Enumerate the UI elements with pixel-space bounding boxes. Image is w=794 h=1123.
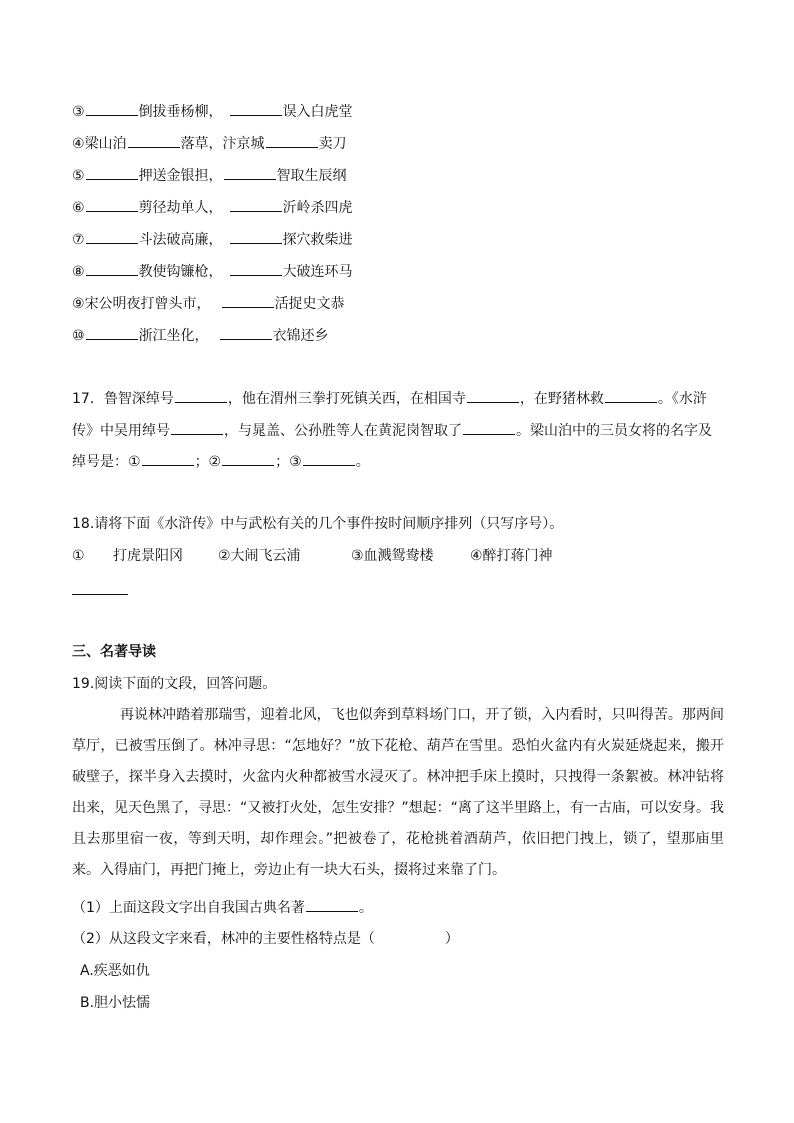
q19-sub1 — [72, 897, 373, 918]
item-text: 活捉史文恭 — [274, 296, 345, 312]
item-text: 梁山泊 — [84, 136, 127, 152]
item-text: 押送金银担， — [138, 168, 223, 184]
match-item-6 — [72, 197, 353, 218]
answer-blank[interactable] — [463, 420, 515, 435]
answer-blank[interactable] — [222, 451, 274, 466]
item-number: ⑥ — [72, 200, 85, 216]
q17-text: 。梁山泊中的三员女将的名字及 — [516, 423, 712, 439]
match-item-3 — [72, 101, 353, 122]
item-text: 教使钩镰枪， — [138, 264, 223, 280]
item-number: ⑤ — [72, 168, 85, 184]
answer-blank[interactable] — [86, 325, 138, 340]
match-item-8 — [72, 261, 353, 282]
answer-blank[interactable] — [175, 388, 227, 403]
q17-text: 17．鲁智深绰号 — [72, 391, 174, 407]
answer-blank[interactable] — [605, 388, 657, 403]
answer-blank[interactable] — [86, 165, 138, 180]
item-text: 沂岭杀四虎 — [282, 200, 353, 216]
reading-passage: 再说林冲踏着那瑞雪，迎着北风，飞也似奔到草料场门口，开了锁，入内看时，只叫得苦。那两间草厅，已被雪压倒了。林冲寻思：“怎地好？”放下花枪、葫芦在雪里。恐怕火盆内有火炭延烧起来，搬开破壁子，探半身入去摸时，火盆内火种都被雪水浸灭了。林冲把手床上摸时，只拽得一条絮被。林冲钻将出来，见天色黑了，寻思：“又被打火处，怎生安排？”想起：“离了这半里路上，有一古庙，可以安身。我且去那里宿一夜，等到天明，却作理会。”把被卷了，花枪挑着酒葫芦，依旧把门拽上，锁了，望那庙里来。入得庙门，再把门掩上，旁边止有一块大石头，掇将过来靠了门。 — [72, 707, 724, 878]
match-item-4 — [72, 133, 347, 154]
answer-blank[interactable] — [86, 261, 138, 276]
item-text: 宋公明夜打曾头市， — [84, 296, 211, 312]
item-number: ③ — [72, 104, 85, 120]
q19-sub1-text: （1）上面这段文字出自我国古典名著 — [72, 900, 305, 916]
q19-sub1-text: 。 — [358, 900, 373, 916]
q17-text: ，在野猪林救 — [519, 391, 604, 407]
q17-text: 绰号是：① — [72, 454, 141, 470]
answer-blank[interactable] — [171, 420, 223, 435]
item-text: 倒拔垂杨柳， — [138, 104, 223, 120]
answer-blank[interactable] — [222, 293, 274, 308]
answer-blank[interactable] — [86, 101, 138, 116]
item-text: 斗法破高廉， — [138, 232, 223, 248]
item-text: 落草，汴京城 — [180, 136, 265, 152]
item-number: ⑧ — [72, 264, 85, 280]
match-item-10 — [72, 325, 329, 346]
item-text: 卖刀 — [318, 136, 347, 152]
q17-text: ；② — [194, 454, 222, 470]
answer-blank[interactable] — [467, 388, 519, 403]
section-title: 三、名著导读 — [72, 644, 156, 660]
answer-blank[interactable] — [142, 451, 194, 466]
answer-blank[interactable] — [220, 325, 272, 340]
q19-prompt: 19.阅读下面的文段，回答问题。 — [72, 676, 277, 692]
q18-answer-blank[interactable] — [72, 594, 128, 595]
item-text: 剪径劫单人， — [138, 200, 223, 216]
q18-prompt: 18.请将下面《水浒传》中与武松有关的几个事件按时间顺序排列（只写序号）。 — [72, 516, 564, 532]
option-b[interactable]: B.胆小怯懦 — [80, 995, 151, 1011]
q17-text: 。《水浒 — [657, 391, 707, 407]
match-item-9 — [72, 293, 345, 314]
q17-line-1 — [72, 388, 707, 409]
item-text: 误入白虎堂 — [282, 104, 353, 120]
q18-option-2: ②大闹飞云浦 — [218, 548, 301, 564]
item-text: 浙江坐化， — [138, 328, 209, 344]
q18-option-1-number: ① — [72, 548, 85, 564]
answer-blank[interactable] — [306, 897, 358, 912]
item-number: ⑨ — [72, 296, 85, 312]
item-text: 智取生辰纲 — [276, 168, 347, 184]
item-text: 探穴救柴进 — [282, 232, 353, 248]
q18-option-1: 打虎景阳冈 — [113, 548, 183, 564]
option-a[interactable]: A.疾恶如仇 — [80, 963, 150, 979]
answer-blank[interactable] — [266, 133, 318, 148]
item-text: 衣锦还乡 — [272, 328, 329, 344]
q18-option-3: ③血溅鸳鸯楼 — [351, 548, 434, 564]
answer-blank[interactable] — [230, 197, 282, 212]
item-number: ⑩ — [72, 328, 85, 344]
match-item-7 — [72, 229, 353, 250]
answer-blank[interactable] — [86, 229, 138, 244]
answer-blank[interactable] — [303, 451, 355, 466]
q19-sub2: （2）从这段文字来看，林冲的主要性格特点是（ ） — [72, 931, 459, 947]
q17-text: 传》中吴用绰号 — [72, 423, 170, 439]
q17-text: 。 — [355, 454, 370, 470]
item-number: ⑦ — [72, 232, 85, 248]
q17-line-3 — [72, 451, 370, 472]
q18-option-4: ④醉打蒋门神 — [470, 548, 553, 564]
item-text: 大破连环马 — [282, 264, 353, 280]
match-item-5 — [72, 165, 347, 186]
answer-blank[interactable] — [224, 165, 276, 180]
q17-text: ，与晁盖、公孙胜等人在黄泥岗智取了 — [224, 423, 462, 439]
q17-text: ，他在渭州三拳打死镇关西，在相国寺 — [227, 391, 466, 407]
answer-blank[interactable] — [128, 133, 180, 148]
answer-blank[interactable] — [230, 229, 282, 244]
answer-blank[interactable] — [230, 101, 282, 116]
answer-blank[interactable] — [86, 197, 138, 212]
item-number: ④ — [72, 136, 85, 152]
answer-blank[interactable] — [230, 261, 282, 276]
q17-text: ；③ — [275, 454, 302, 470]
q17-line-2 — [72, 420, 712, 441]
